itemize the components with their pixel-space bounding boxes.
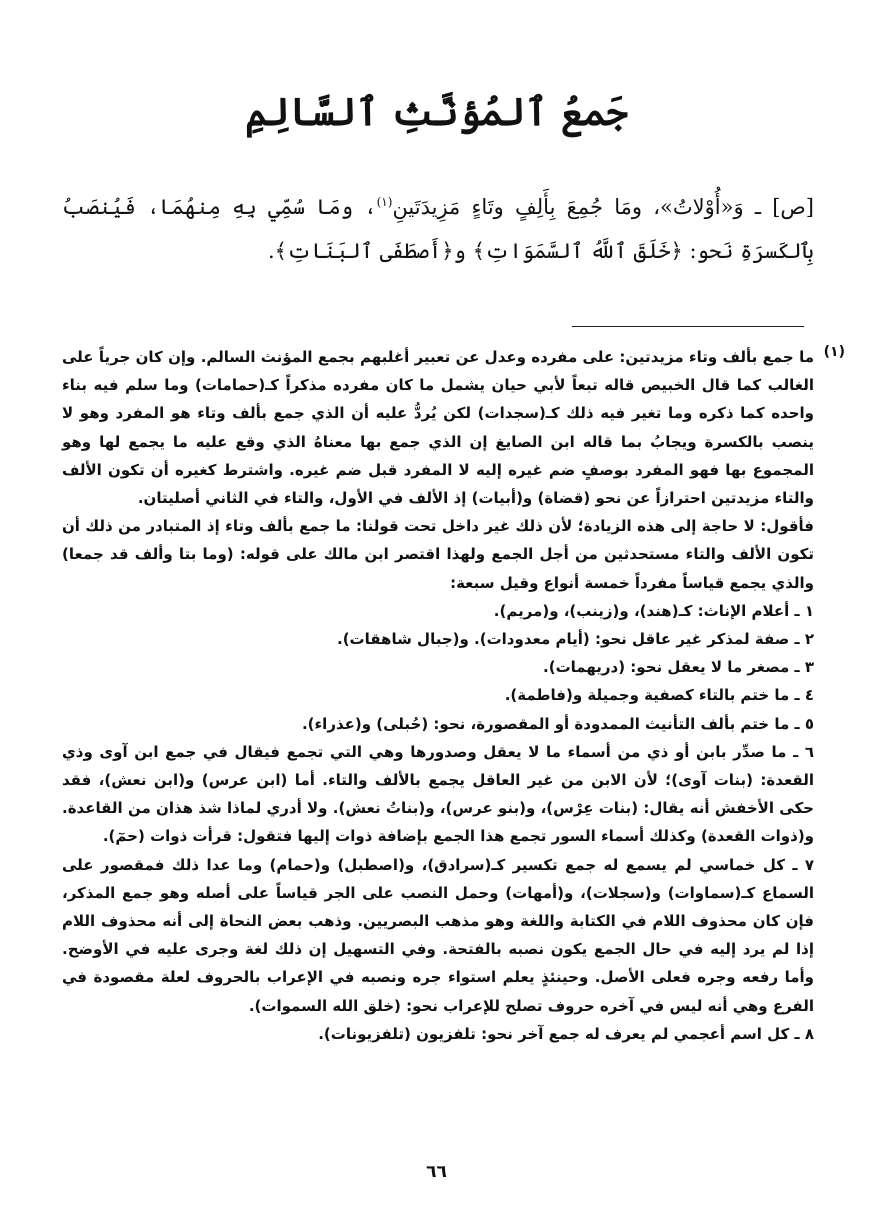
footnote-list-item: ٥ ـ ما ختم بألف التأنيث الممدودة أو المقصورة، نحو: (حُبلى) و(عذراء).	[301, 714, 814, 733]
footnote-list-item: ٢ ـ صفة لمذكر غير عاقل نحو: (أيام معدودات). و(جبال شاهقات).	[337, 630, 814, 649]
page-number: ٦٦	[426, 1162, 447, 1182]
footnote-paragraph: فأقول: لا حاجة إلى هذه الزيادة؛ لأن ذلك غير داخل تحت قولنا: ما جمع بألف وتاء إذ المتبادر من ذلك أن تكون الألف والتاء مستحدثين من أجل الجمع ولهذا اقتصر ابن مالك على قوله: (وما بتا وألف قد جمعا) والذي يجمع قياساً مفرداً خمسة أنواع وقيل سبعة:	[62, 517, 814, 592]
footnote-divider	[572, 326, 804, 327]
chapter-title: جَمعُ ٱلمُؤنَّثِ ٱلسَّالِمِ	[245, 89, 628, 134]
footnote-reference[interactable]: (١)	[376, 195, 393, 209]
footnote-number: (١)	[823, 344, 845, 360]
footnote-body	[62, 343, 814, 1048]
footnote-list-item: ٣ ـ مصغر ما لا يعقل نحو: (دريهمات).	[543, 658, 814, 677]
footnote-list-item: ٦ ـ ما صدِّر بابن أو ذي من أسماء ما لا يعقل وصدورها وهي التي تجمع فيقال في جمع ابن آوى وذي القعدة: (بنات آوى)؛ لأن الابن من غير العاقل يجمع بالألف والتاء. أما (ابن عرس) و(ابن نعش)، فقد حكى الأخفش أنه يقال: (بنات عِرْس)، و(بنو عرس)، و(بناتُ نعش). ولا أدري لماذا شذ هذان من القاعدة. و(ذوات القعدة) وكذلك أسماء السور تجمع هذا الجمع بإضافة ذوات إليها فتقول: قرأت ذوات (حمٓ).	[62, 742, 814, 846]
main-text-part-2: ، ومَا سُمِّي بِهِ مِنهُمَا، فَيُنصَبُ بِٱلكَسرَةِ نَحو: ﴿خَلَقَ ٱللَّهُ ٱلسَّمَوَاتِ﴾ و﴿أَصطَفَى ٱلبَنَاتِ﴾.	[62, 195, 814, 263]
main-text	[62, 180, 814, 273]
footnote-list-item: ٧ ـ كل خماسي لم يسمع له جمع تكسير كـ(سرادق)، و(اصطبل) و(حمام) وما عدا ذلك فمقصور على السماع كـ(سماوات) و(سجلات)، و(أمهات) وحمل النصب على الجر قياساً على أصله وهو جمع المذكر، فإن كان محذوف اللام في الكتابة واللغة وهو مذهب البصريين. وذهب بعض النحاة إلى أنه محذوف اللام إذا لم يرد إليه في حال الجمع يكون نصبه بالفتحة. وفي التسهيل إن ذلك لغة وجرى عليه في الأوضح. وأما رفعه وجره فعلى الأصل. وحينئذٍ يعلم استواء جره ونصبه في الإعراب بالحروف لعلة مقصودة في الفرع وهي أنه ليس في آخره حروف تصلح للإعراب نحو: (خلق الله السموات).	[62, 855, 814, 1015]
footnote-list-item: ١ ـ أعلام الإناث: كـ(هند)، و(زينب)، و(مريم).	[493, 601, 814, 620]
footnote-list-item: ٤ ـ ما ختم بالتاء كصفية وجميلة و(فاطمة).	[504, 686, 814, 705]
footnote-paragraph: ما جمع بألف وتاء مزيدتين: على مفرده وعدل عن تعبير أغلبهم بجمع المؤنث السالم. وإن كان جرياً على الغالب كما قال الخبيص قاله تبعاً لأبي حيان يشمل ما كان مفرده مذكراً كـ(حمامات) وما سلم فيه بناء واحده كما ذكره وما تغير فيه ذلك كـ(سجدات) لكن يُردُّ عليه أن الذي جمع بألف وتاء هو المفرد وهو لا ينصب بالكسرة ويجابُ بما قاله ابن الصايغ إن الذي جمع بها معناهُ الذي وقع عليه ما يجمع لها وهو المجموع بها فهو المفرد بوصفٍ ضم غيره إليه لا المفرد قبل ضم غيره. واشترط كغيره أن تكون الألف والتاء مزيدتين احترازاً عن نحو (قضاة) و(أبيات) إذ الألف في الأول، والتاء في الثاني أصليتان.	[62, 348, 814, 508]
main-text-part-1: [ص] ـ وَ«أُوْلاتُ»، ومَا جُمِعَ بِأَلِفٍ وتَاءٍ مَزِيدَتَينِ	[392, 195, 814, 219]
footnote-list-item: ٨ ـ كل اسم أعجمي لم يعرف له جمع آخر نحو: تلفزيون (تلفزيونات).	[318, 1024, 814, 1043]
